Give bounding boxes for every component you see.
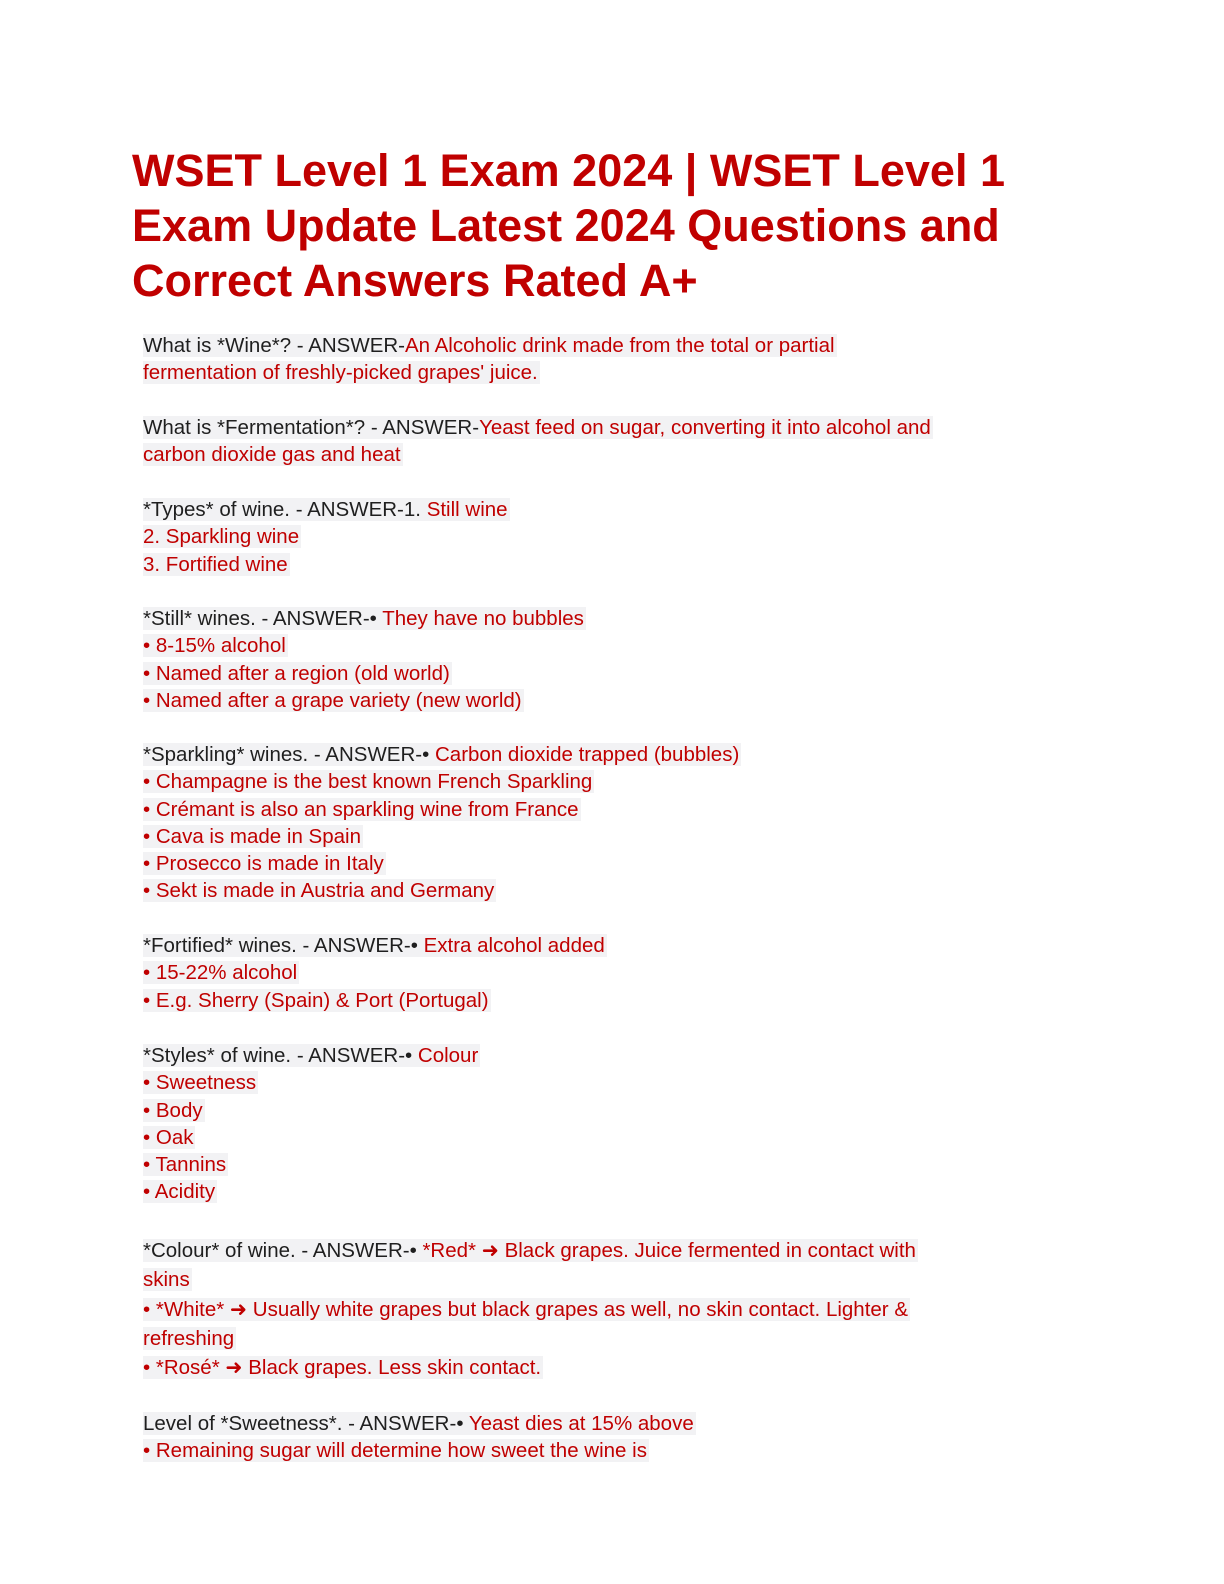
answer-line: • Named after a grape variety (new world) bbox=[143, 688, 522, 712]
answer-line: • Crémant is also an sparkling wine from France bbox=[143, 797, 579, 821]
answer-line: 2. Sparkling wine bbox=[143, 525, 300, 549]
answer-line: • *Rosé* ➜ Black grapes. Less skin contact. bbox=[143, 1356, 542, 1380]
answer: Yeast feed on sugar, converting it into alcohol and bbox=[479, 416, 931, 439]
answer: An Alcoholic drink made from the total or partial bbox=[405, 334, 835, 357]
answer: *Red* ➜ Black grapes. Juice fermented in contact with bbox=[422, 1239, 916, 1262]
answer-line: • Prosecco is made in Italy bbox=[143, 852, 384, 876]
answer-line: • Remaining sugar will determine how sweet the wine is bbox=[143, 1439, 647, 1463]
qa-item-types bbox=[143, 496, 1083, 578]
qa-item-colour bbox=[143, 1236, 1083, 1382]
question: *Fortified* wines. - ANSWER-• bbox=[143, 934, 424, 957]
answer-line: • Tannins bbox=[143, 1153, 227, 1177]
answer-line: • Sekt is made in Austria and Germany bbox=[143, 879, 495, 903]
answer-line: • Cava is made in Spain bbox=[143, 824, 361, 848]
question: *Styles* of wine. - ANSWER-• bbox=[143, 1044, 418, 1067]
answer: Colour bbox=[417, 1044, 479, 1067]
question: *Colour* of wine. - ANSWER-• bbox=[143, 1239, 423, 1262]
qa-item-fortified bbox=[143, 932, 1083, 1014]
title-line-2: Exam Update Latest 2024 Questions and bbox=[132, 200, 1000, 251]
answer-line: • 15-22% alcohol bbox=[143, 961, 298, 985]
answer-line: carbon dioxide gas and heat bbox=[143, 443, 401, 467]
answer: Extra alcohol added bbox=[423, 934, 605, 957]
answer-line: • Sweetness bbox=[143, 1071, 257, 1095]
answer-line: • Acidity bbox=[143, 1180, 216, 1204]
answer-line: fermentation of freshly-picked grapes' juice. bbox=[143, 361, 538, 385]
title-line-1: WSET Level 1 Exam 2024 | WSET Level 1 bbox=[132, 145, 1005, 196]
answer: Still wine bbox=[426, 498, 508, 521]
question: What is *Wine*? - ANSWER- bbox=[143, 334, 405, 357]
answer: Yeast dies at 15% above bbox=[468, 1412, 694, 1435]
qa-item-styles bbox=[143, 1042, 1083, 1206]
answer: Carbon dioxide trapped (bubbles) bbox=[435, 743, 740, 766]
qa-item-still bbox=[143, 605, 1083, 714]
answer-line: • E.g. Sherry (Spain) & Port (Portugal) bbox=[143, 988, 489, 1012]
qa-item-wine bbox=[143, 332, 1083, 387]
question: What is *Fermentation*? - ANSWER- bbox=[143, 416, 480, 439]
qa-item-sparkling bbox=[143, 741, 1083, 905]
answer-line: • Body bbox=[143, 1098, 203, 1122]
question: *Types* of wine. - ANSWER-1. bbox=[143, 498, 427, 521]
question: *Sparkling* wines. - ANSWER-• bbox=[143, 743, 435, 766]
answer-line: skins bbox=[143, 1268, 190, 1292]
answer: They have no bubbles bbox=[382, 607, 584, 630]
answer-line: • Champagne is the best known French Sparkling bbox=[143, 770, 593, 794]
answer-line: • *White* ➜ Usually white grapes but black grapes as well, no skin contact. Lighter & bbox=[143, 1297, 908, 1321]
question: *Still* wines. - ANSWER-• bbox=[143, 607, 383, 630]
answer-line: 3. Fortified wine bbox=[143, 552, 288, 576]
question: Level of *Sweetness*. - ANSWER-• bbox=[143, 1412, 469, 1435]
answer-line: • Named after a region (old world) bbox=[143, 661, 450, 685]
answer-line: refreshing bbox=[143, 1326, 235, 1350]
answer-line: • 8-15% alcohol bbox=[143, 634, 286, 658]
qa-item-fermentation bbox=[143, 414, 1083, 469]
answer-line: • Oak bbox=[143, 1125, 194, 1149]
document-title bbox=[132, 143, 1092, 308]
title-line-3: Correct Answers Rated A+ bbox=[132, 255, 698, 306]
qa-item-sweetness bbox=[143, 1410, 1083, 1465]
